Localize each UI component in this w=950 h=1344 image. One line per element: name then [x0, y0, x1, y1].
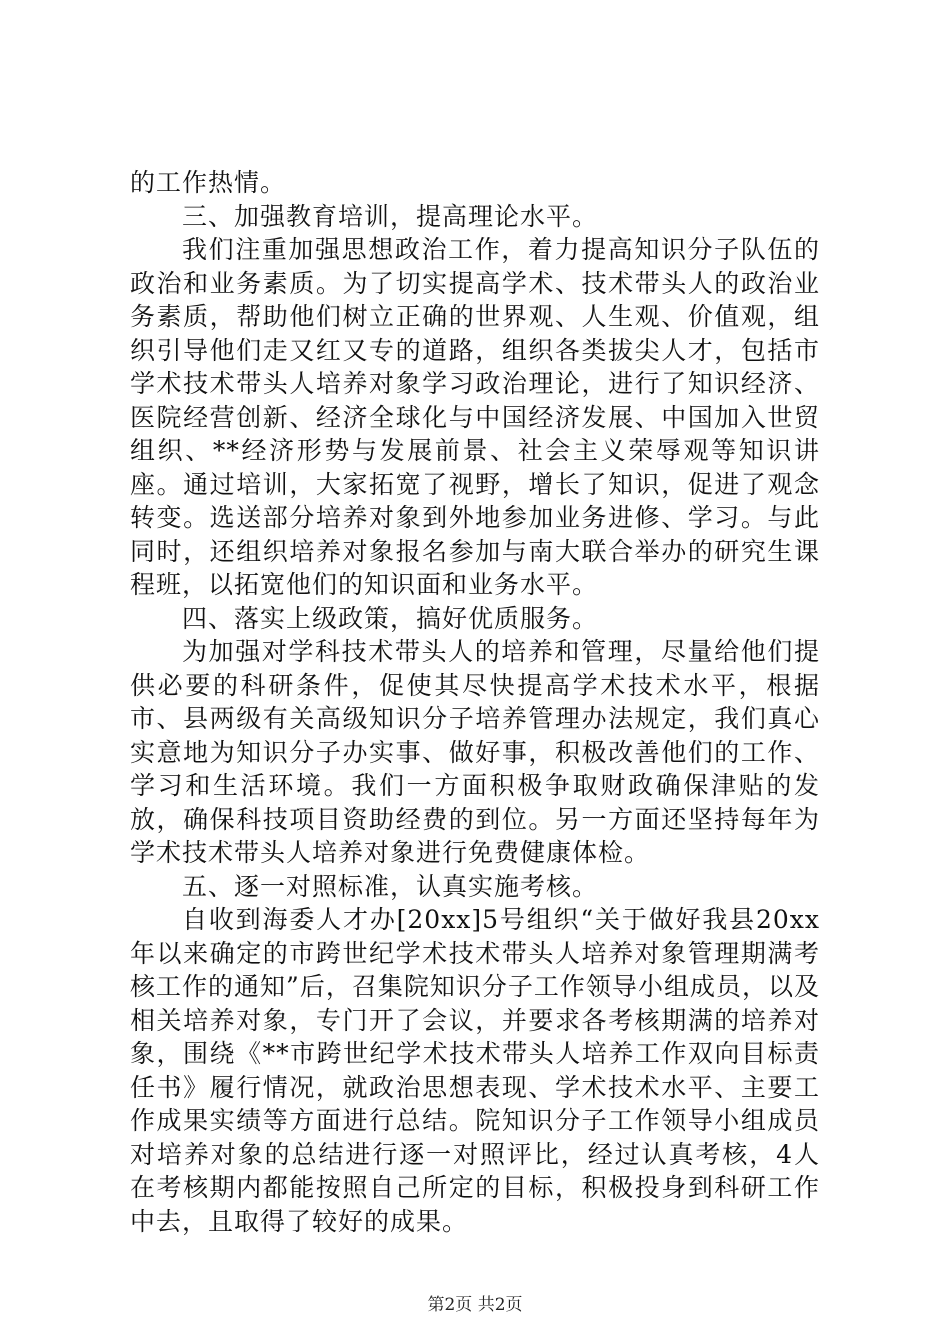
paragraph-policy-service: 为加强对学科技术带头人的培养和管理，尽量给他们提供必要的科研条件，促使其尽快提高学术技术水平，根据市、县两级有关高级知识分子培养管理办法规定，我们真心实意地为知识分子办实事、做好事，积极改善他们的工作、学习和生活环境。我们一方面积极争取财政确保津贴的发放，确保科技项目资助经费的到位。另一方面还坚持每年为学术技术带头人培养对象进行免费健康体检。 — [130, 637, 820, 867]
paragraph-assessment: 自收到海委人才办[20xx]5号组织“关于做好我县20xx年以来确定的市跨世纪学术技术带头人培养对象管理期满考核工作的通知”后，召集院知识分子工作领导小组成员，以及相关培养对象，专门开了会议，并要求各考核期满的培养对象，围绕《**市跨世纪学术技术带头人培养工作双向目标责任书》履行情况，就政治思想表现、学术技术水平、主要工作成果实绩等方面进行总结。院知识分子工作领导小组成员对培养对象的总结进行逐一对照评比，经过认真考核，4人在考核期内都能按照自己所定的目标，积极投身到科研工作中去，且取得了较好的成果。 — [130, 905, 820, 1236]
page-number-footer: 第2页 共2页 — [427, 1295, 523, 1315]
paragraph-education-training: 我们注重加强思想政治工作，着力提高知识分子队伍的政治和业务素质。为了切实提高学术、技术带头人的政治业务素质，帮助他们树立正确的世界观、人生观、价值观，组织引导他们走又红又专的道路，组织各类拔尖人才，包括市学术技术带头人培养对象学习政治理论，进行了知识经济、医院经营创新、经济全球化与中国经济发展、中国加入世贸组织、**经济形势与发展前景、社会主义荣辱观等知识讲座。通过培训，大家拓宽了视野，增长了知识，促进了观念转变。选送部分培养对象到外地参加业务进修、学习。与此同时，还组织培养对象报名参加与南大联合举办的研究生课程班，以拓宽他们的知识面和业务水平。 — [130, 235, 820, 599]
paragraph-continuation: 的工作热情。 — [130, 168, 287, 197]
section-heading-3: 三、加强教育培训，提高理论水平。 — [182, 201, 599, 231]
section-heading-4: 四、落实上级政策，搞好优质服务。 — [182, 603, 599, 633]
section-heading-5: 五、逐一对照标准，认真实施考核。 — [182, 871, 599, 901]
document-body — [130, 166, 820, 1238]
